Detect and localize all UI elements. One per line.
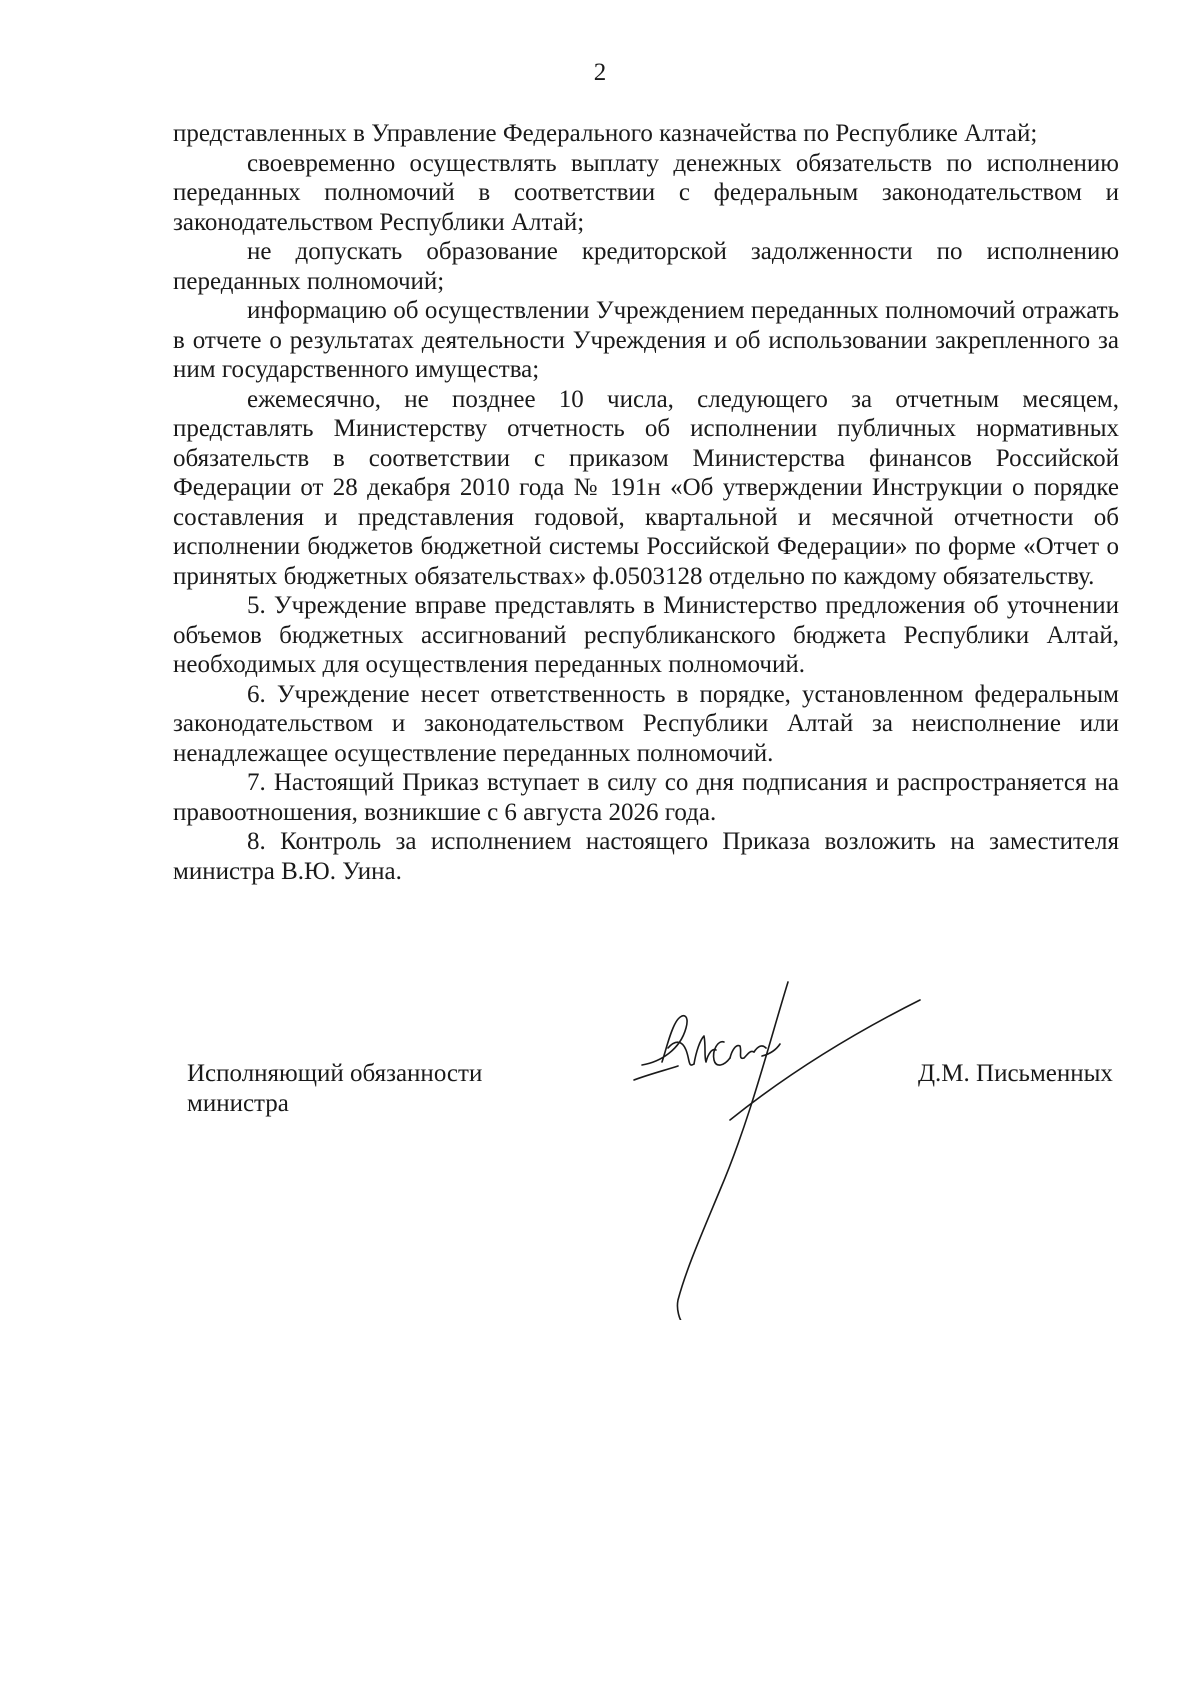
paragraph-no-debt: не допускать образование кредиторской задолженности по исполнению переданных полномочий; bbox=[173, 238, 1119, 295]
paragraph-item-5: 5. Учреждение вправе представлять в Министерство предложения об уточнении объемов бюджетных ассигнований республиканского бюджета Республики Алтай, необходимых для осуществления переданных полномочий. bbox=[173, 592, 1119, 678]
paragraph-report-info: информацию об осуществлении Учреждением переданных полномочий отражать bbox=[247, 297, 1119, 324]
paragraph-item-7: 7. Настоящий Приказ вступает в силу со дня подписания и распространяется на правоотношения, возникшие с 6 августа 2026 года. bbox=[173, 769, 1119, 826]
paragraph-item-6: 6. Учреждение несет ответственность в порядке, установленном федеральным законодательством и законодательством Республики Алтай за неисполнение или ненадлежащее осуществление переданных полномочий. bbox=[173, 680, 1119, 767]
page-number: 2 bbox=[593, 59, 607, 86]
paragraph-report-results: в отчете о результатах деятельности Учреждения и об использовании закрепленного за ним государственного имущества; bbox=[173, 326, 1119, 383]
paragraph-payment-obligations: своевременно осуществлять выплату денежных обязательств по исполнению переданных полномочий в соответствии с федеральным законодательством и законодательством Республики Алтай; bbox=[173, 149, 1119, 236]
paragraph-continuation: представленных в Управление Федерального казначейства по Республике Алтай; bbox=[173, 120, 1038, 147]
signatory-position-line2: министра bbox=[187, 1090, 289, 1117]
handwritten-signature bbox=[620, 970, 1020, 1320]
paragraph-monthly-reporting: ежемесячно, не позднее 10 числа, следующего за отчетным месяцем, представлять Министерству отчетность об исполнении публичных нормативных обязательств в соответствии с приказом Министерства финансов Российской Федерации от 28 декабря 2010 года № 191н «Об утверждении Инструкции о порядке составления и представления годовой, квартальной и месячной отчетности об исполнении бюджетов бюджетной системы Российской Федерации» по форме «Отчет о принятых бюджетных обязательствах» ф.0503128 отдельно по каждому обязательству. bbox=[173, 385, 1119, 590]
document-body bbox=[173, 119, 1119, 886]
signatory-position-line1: Исполняющий обязанности bbox=[187, 1060, 483, 1087]
signatory-position bbox=[187, 1059, 527, 1119]
signatory-name: Д.М. Письменных bbox=[918, 1060, 1113, 1087]
paragraph-item-8: 8. Контроль за исполнением настоящего Приказа возложить на заместителя министра В.Ю. Уина. bbox=[173, 828, 1119, 885]
